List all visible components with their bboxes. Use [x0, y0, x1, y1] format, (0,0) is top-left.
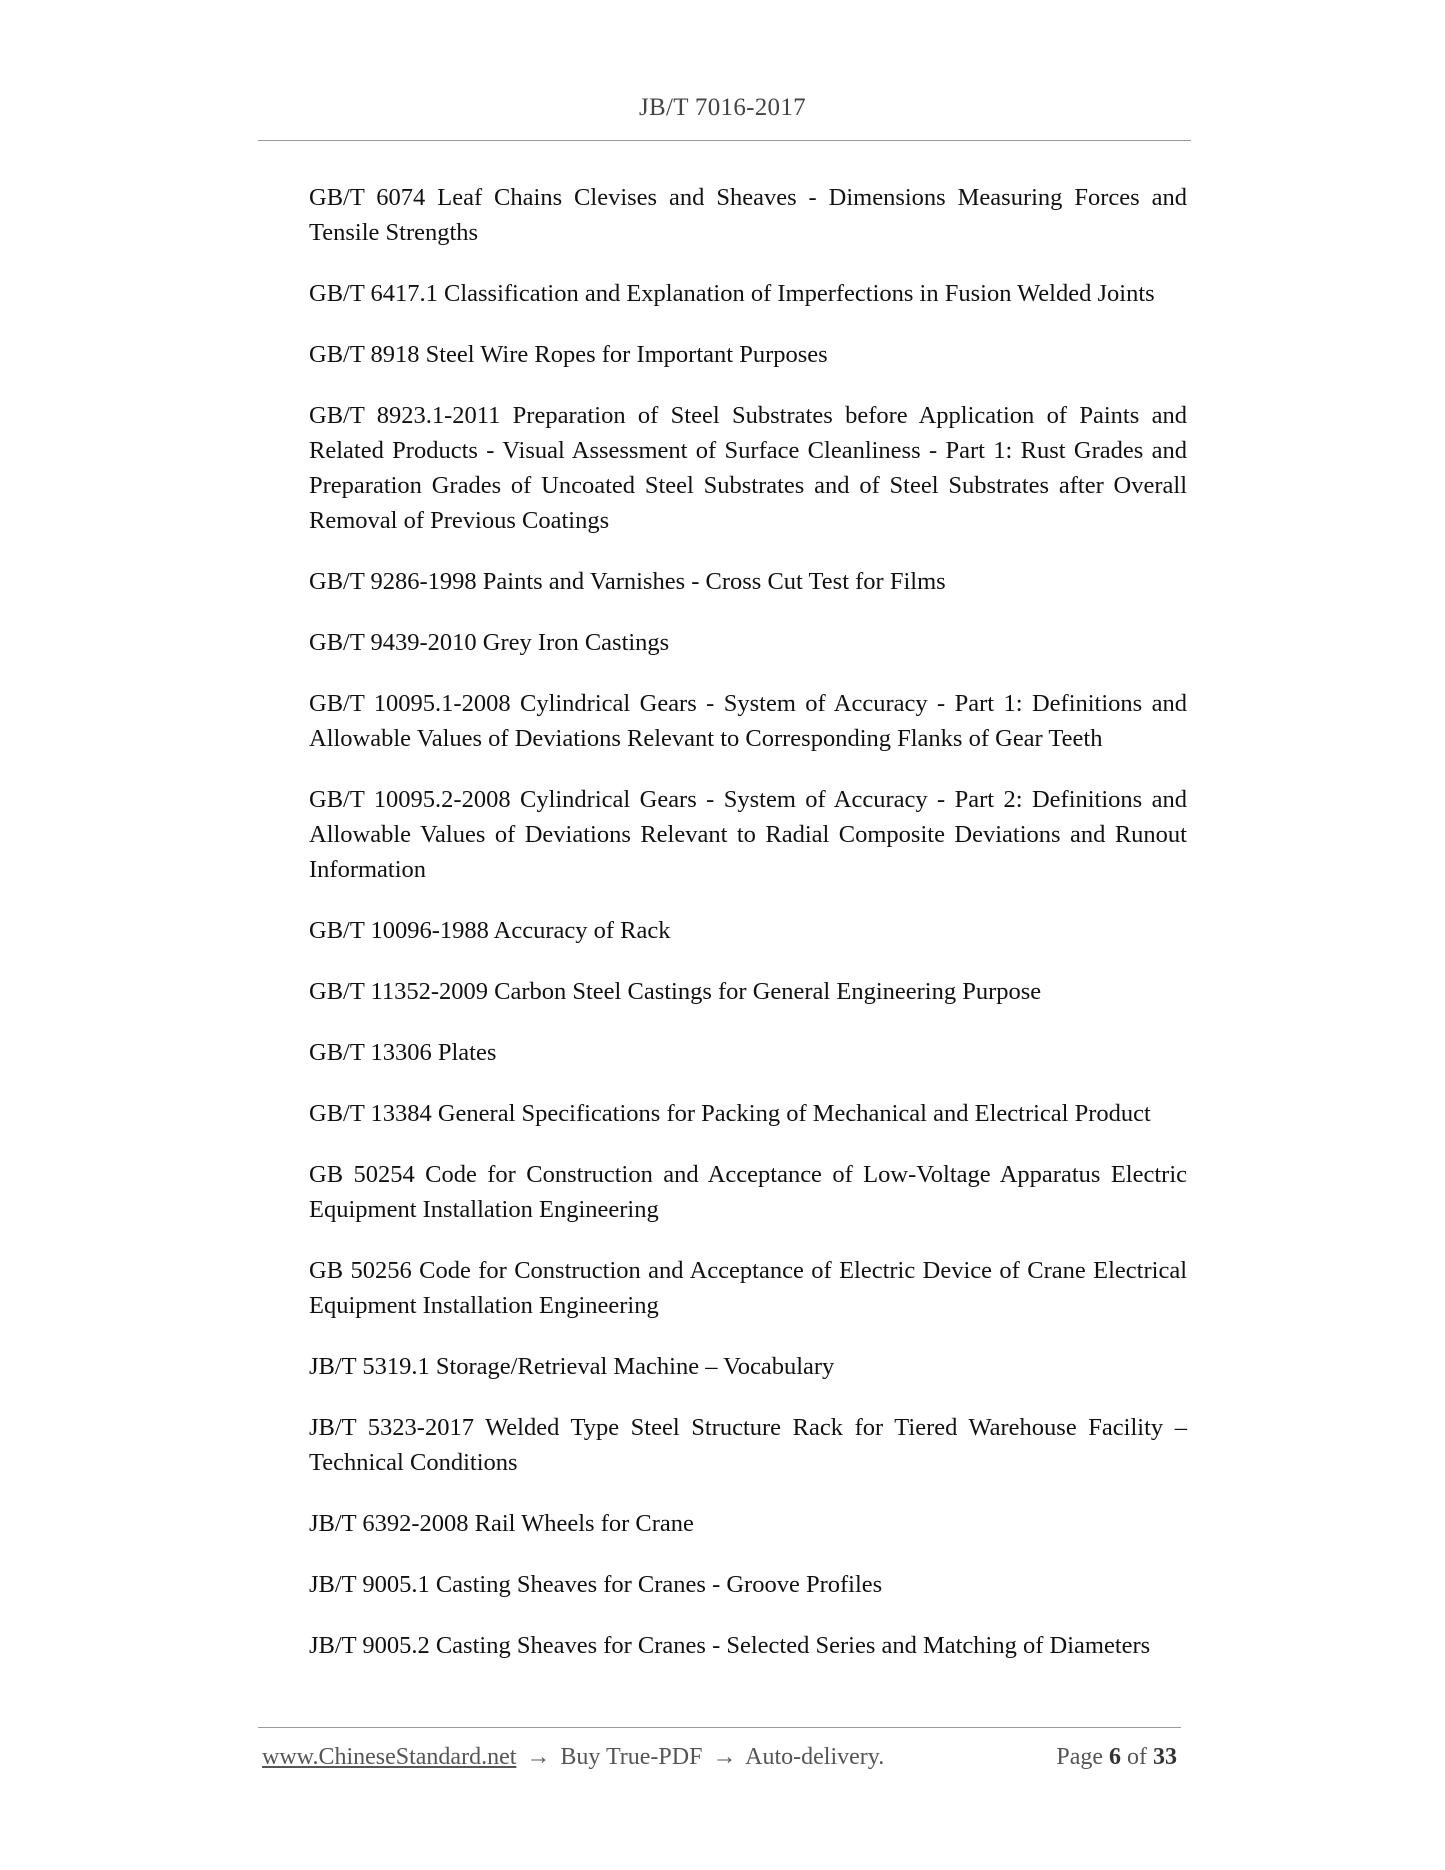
reference-item: JB/T 9005.2 Casting Sheaves for Cranes - Selected Series and Matching of Diameters [309, 1632, 1151, 1659]
reference-item: GB/T 10096-1988 Accuracy of Rack [309, 917, 671, 944]
page-header-title: JB/T 7016-2017 [639, 94, 806, 121]
reference-item: GB/T 6074 Leaf Chains Clevises and Sheaves - Dimensions Measuring Forces and Tensile Strengths [309, 184, 1187, 246]
reference-item: JB/T 5319.1 Storage/Retrieval Machine – Vocabulary [309, 1353, 835, 1380]
reference-item: GB/T 8923.1-2011 Preparation of Steel Substrates before Application of Paints and Related Products - Visual Assessment of Surface Cleanliness - Part 1: Rust Grades and Preparation Grades of Uncoated Steel Substrates and of Steel Substrates after Overall Removal of Previous Coatings [309, 402, 1187, 534]
reference-item: JB/T 6392-2008 Rail Wheels for Crane [309, 1510, 694, 1537]
reference-item: GB/T 13384 General Specifications for Packing of Mechanical and Electrical Product [309, 1100, 1151, 1127]
reference-item: JB/T 9005.1 Casting Sheaves for Cranes - Groove Profiles [309, 1571, 883, 1598]
arrow-right-icon: → [712, 1744, 737, 1770]
reference-item: GB 50254 Code for Construction and Acceptance of Low-Voltage Apparatus Electric Equipment Installation Engineering [309, 1161, 1187, 1223]
current-page-number: 6 [1109, 1744, 1121, 1770]
reference-item: GB/T 13306 Plates [309, 1039, 497, 1066]
header-divider [258, 140, 1191, 141]
reference-item: GB/T 9439-2010 Grey Iron Castings [309, 629, 670, 656]
page-label: Page [1056, 1744, 1103, 1770]
reference-item: GB/T 6417.1 Classification and Explanation of Imperfections in Fusion Welded Joints [309, 280, 1155, 307]
reference-item: GB 50256 Code for Construction and Acceptance of Electric Device of Crane Electrical Equipment Installation Engineering [309, 1257, 1187, 1319]
buy-pdf-text: Buy True-PDF [560, 1744, 703, 1770]
reference-item: GB/T 11352-2009 Carbon Steel Castings for General Engineering Purpose [309, 978, 1042, 1005]
total-pages-number: 33 [1153, 1744, 1177, 1770]
footer-divider [258, 1727, 1181, 1728]
page-footer [262, 1744, 1182, 1780]
reference-item: GB/T 10095.2-2008 Cylindrical Gears - System of Accuracy - Part 2: Definitions and Allowable Values of Deviations Relevant to Radial Composite Deviations and Runout Information [309, 786, 1187, 883]
reference-item: GB/T 10095.1-2008 Cylindrical Gears - System of Accuracy - Part 1: Definitions and Allowable Values of Deviations Relevant to Corresponding Flanks of Gear Teeth [309, 690, 1187, 752]
of-label: of [1127, 1744, 1147, 1770]
reference-item: GB/T 8918 Steel Wire Ropes for Important Purposes [309, 341, 828, 368]
website-link[interactable]: www.ChineseStandard.net [262, 1744, 517, 1770]
page-counter [1056, 1744, 1177, 1771]
footer-promo [262, 1744, 884, 1771]
arrow-right-icon: → [526, 1744, 551, 1770]
normative-references-list [309, 180, 1187, 1689]
auto-delivery-text: Auto-delivery. [745, 1744, 885, 1770]
reference-item: JB/T 5323-2017 Welded Type Steel Structure Rack for Tiered Warehouse Facility – Technical Conditions [309, 1414, 1187, 1476]
reference-item: GB/T 9286-1998 Paints and Varnishes - Cross Cut Test for Films [309, 568, 946, 595]
